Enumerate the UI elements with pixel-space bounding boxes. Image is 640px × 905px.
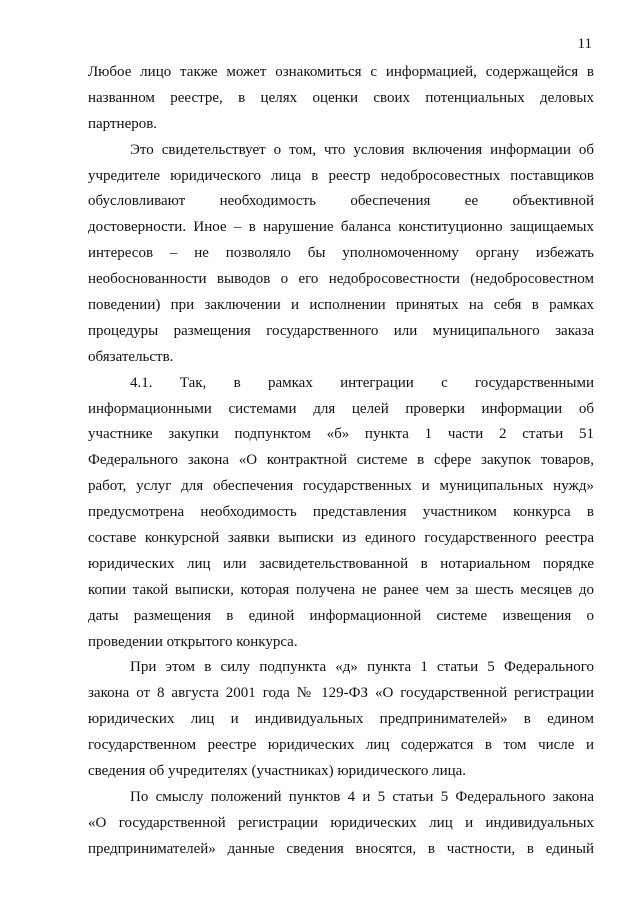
text-line: 4.1. Так, в рамках интеграции с государственными xyxy=(130,374,594,391)
text-line: предпринимателей» данные сведения вносятся, в частности, в единый xyxy=(88,840,594,857)
text-line: «О государственной регистрации юридических лиц и индивидуальных xyxy=(88,814,594,831)
text-line: обусловливают необходимость обеспечения ее объективной xyxy=(88,193,594,210)
document-body xyxy=(88,60,594,863)
text-line: учредителе юридического лица в реестр недобросовестных поставщиков xyxy=(88,167,594,184)
text-line: предусмотрена необходимость представления участником конкурса в xyxy=(88,504,594,521)
text-line: закона от 8 августа 2001 года № 129-ФЗ «О государственной регистрации xyxy=(88,685,594,702)
text-line: процедуры размещения государственного или муниципального заказа xyxy=(88,322,594,339)
text-line: участнике закупки подпунктом «б» пункта 1 части 2 статьи 51 xyxy=(88,426,594,443)
text-line: По смыслу положений пунктов 4 и 5 статьи 5 Федерального закона xyxy=(130,788,594,805)
text-line: работ, услуг для обеспечения государственных и муниципальных нужд» xyxy=(88,478,594,495)
text-line: Федерального закона «О контрактной системе в сфере закупок товаров, xyxy=(88,452,594,469)
text-line: названном реестре, в целях оценки своих потенциальных деловых xyxy=(88,89,594,106)
text-line: Это свидетельствует о том, что условия включения информации об xyxy=(130,141,594,158)
text-line: юридических лиц и индивидуальных предпринимателей» в едином xyxy=(88,711,594,728)
text-line: проведении открытого конкурса. xyxy=(88,633,298,650)
text-line: Любое лицо также может ознакомиться с информацией, содержащейся в xyxy=(88,64,594,80)
text-line: информационными системами для целей проверки информации об xyxy=(88,400,594,417)
text-line: юридических лиц или засвидетельствованной в нотариальном порядке xyxy=(88,555,594,572)
text-line: обязательств. xyxy=(88,348,174,365)
text-line: При этом в силу подпункта «д» пункта 1 статьи 5 Федерального xyxy=(130,659,594,676)
text-line: составе конкурсной заявки выписки из единого государственного реестра xyxy=(88,530,594,547)
text-line: интересов – не позволяло бы уполномоченному органу избежать xyxy=(88,245,594,262)
text-line: партнеров. xyxy=(88,115,158,132)
page-number: 11 xyxy=(577,36,592,52)
text-line: поведении) при заключении и исполнении принятых на себя в рамках xyxy=(88,297,594,314)
text-line: государственном реестре юридических лиц содержатся в том числе и xyxy=(88,737,594,754)
text-line: достоверности. Иное – в нарушение баланса конституционно защищаемых xyxy=(88,219,594,236)
text-line: даты размещения в единой информационной системе извещения о xyxy=(88,607,594,624)
text-line: необоснованности выводов о его недобросовестности (недобросовестном xyxy=(88,271,594,288)
text-line: сведения об учредителях (участниках) юридического лица. xyxy=(88,763,467,780)
text-line: копии такой выписки, которая получена не ранее чем за шесть месяцев до xyxy=(88,581,594,598)
